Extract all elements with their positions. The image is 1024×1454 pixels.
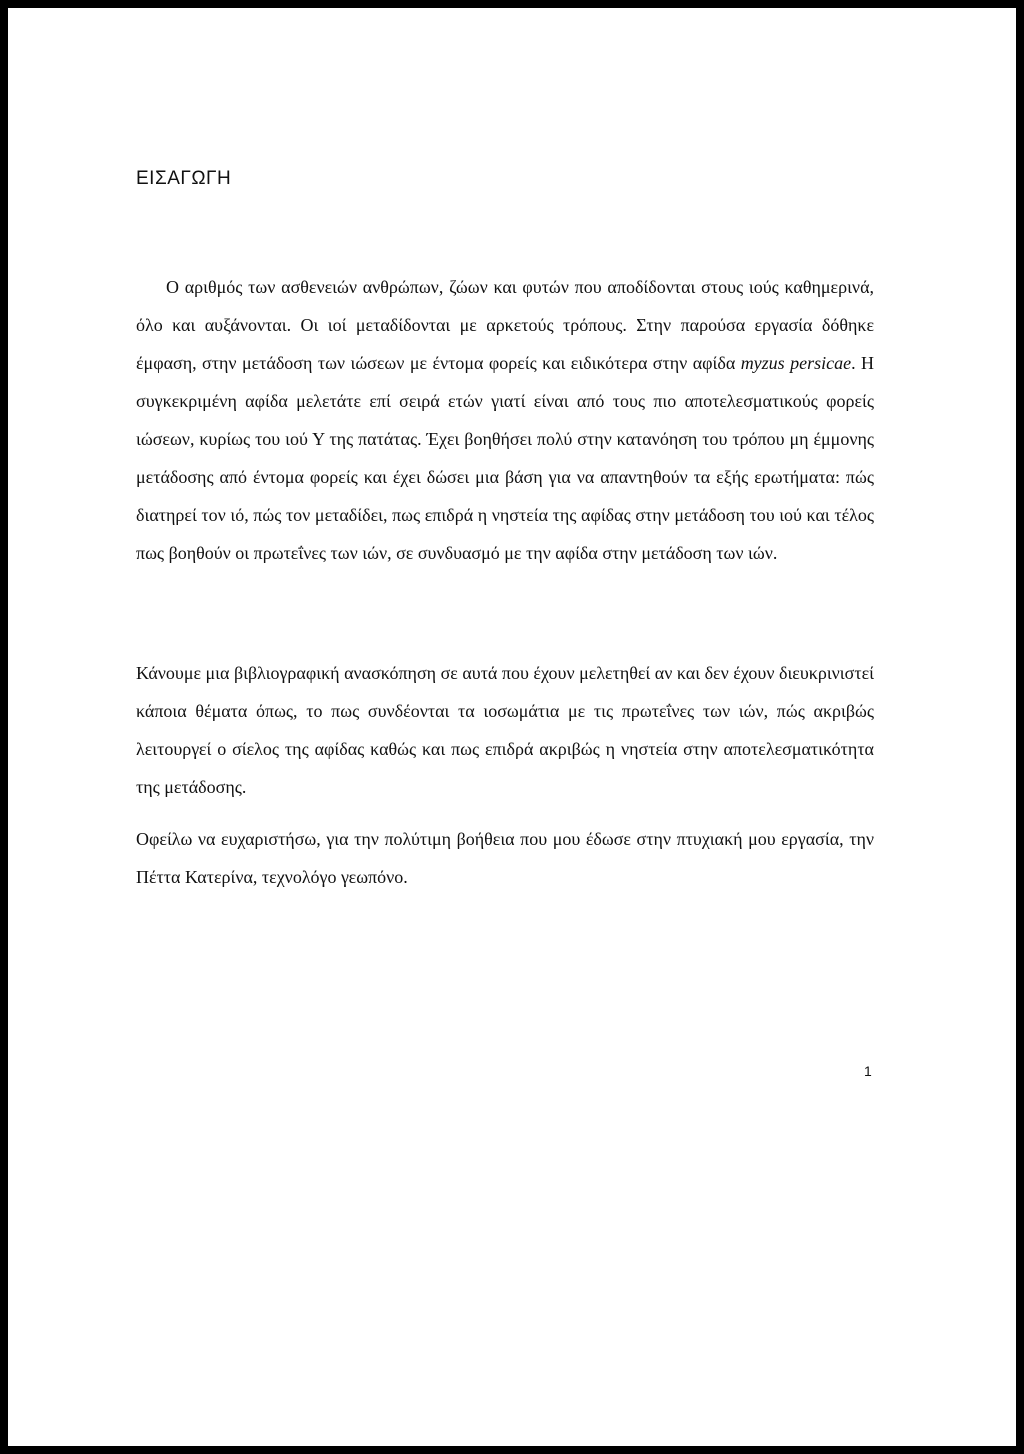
paragraph-literature-review: Κάνουμε μια βιβλιογραφική ανασκόπηση σε αυτά που έχουν μελετηθεί αν και δεν έχουν διευκρινιστεί κάποια θέματα όπως, το πως συνδέονται τα ιοσωμάτια με τις πρωτεΐνες των ιών, πώς ακριβώς λειτουργεί ο σίελος της αφίδας καθώς και πως επιδρά ακριβώς η νηστεία στην αποτελεσματικότητα της μετάδοσης.	[136, 663, 874, 797]
page-number: 1	[864, 1063, 872, 1079]
paragraph-introduction-part2: . Η συγκεκριμένη αφίδα μελετάτε επί σειρά ετών γιατί είναι από τους πιο αποτελεσματικούς φορείς ιώσεων, κυρίως του ιού Υ της πατάτας. Έχει βοηθήσει πολύ στην κατανόηση του τρόπου μη έμμονης μετάδοσης από έντομα φορείς και έχει δώσει μια βάση για να απαντηθούν τα εξής ερωτήματα: πώς διατηρεί τον ιό, πώς τον μεταδίδει, πως επιδρά η νηστεία της αφίδας στην μετάδοση του ιού και τέλος πως βοηθούν οι πρωτεΐνες των ιών, σε συνδυασμό με την αφίδα στην μετάδοση των ιών.	[136, 353, 874, 563]
document-page	[8, 8, 1016, 1446]
species-name: myzus persicae	[740, 353, 852, 373]
paragraph-introduction-part1: Ο αριθμός των ασθενειών ανθρώπων, ζώων και φυτών που αποδίδονται στους ιούς καθημερινά, όλο και αυξάνονται. Οι ιοί μεταδίδονται με αρκετούς τρόπους. Στην παρούσα εργασία δόθηκε έμφαση, στην μετάδοση των ιώσεων με έντομα φορείς και ειδικότερα στην αφίδα	[136, 277, 874, 373]
section-heading: ΕΙΣΑΓΩΓΗ	[136, 168, 232, 189]
paragraph-acknowledgements: Οφείλω να ευχαριστήσω, για την πολύτιμη βοήθεια που μου έδωσε στην πτυχιακή μου εργασία, την Πέττα Κατερίνα, τεχνολόγο γεωπόνο.	[136, 829, 874, 887]
paragraph-introduction	[136, 268, 874, 572]
